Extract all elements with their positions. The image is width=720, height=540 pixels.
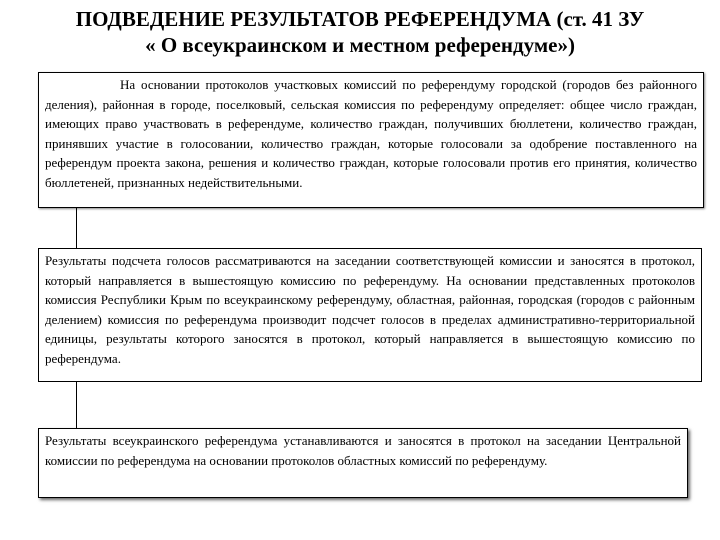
step-text-1: На основании протоколов участковых комиссий по референдуму городской (городов без районного деления), районная в городе, поселковый, сельская комиссия по референдуму определяет: общее число граждан, имеющих право участвовать в референдуме, количество граждан, получивших бюллетени, количество граждан, принявших участие в голосовании, количество граждан, которые голосовали за одобрение поставленного на референдум проекта закона, решения и количество граждан, которые голосовали против его принятия, количество бюллетеней, признанных недействительными.: [45, 77, 697, 190]
connector-line-1: [76, 208, 77, 248]
step-text-3: Результаты всеукраинского референдума устанавливаются и заносятся в протокол на заседании Центральной комиссии по референдума на основании протоколов областных комиссий по референдуму.: [45, 433, 681, 468]
page-title: [0, 6, 720, 58]
title-line-2: « О всеукраинском и местном референдуме»): [145, 33, 575, 57]
step-box-2: [38, 248, 702, 382]
step-text-2: Результаты подсчета голосов рассматриваются на заседании соответствующей комиссии и заносятся в протокол, который направляется в вышестоящую комиссию по референдуму. На основании представленных протоколов комиссия Республики Крым по всеукраинскому референдуму, областная, районная, городская (городов с районным делением) комиссия по референдума производит подсчет голосов в пределах административно-территориальной единицы, результаты которого заносятся в протокол, который направляется в вышестоящую комиссию по референдума.: [45, 253, 695, 366]
step-box-1: [38, 72, 704, 208]
title-line-1: ПОДВЕДЕНИЕ РЕЗУЛЬТАТОВ РЕФЕРЕНДУМА (ст. 41 ЗУ: [75, 7, 645, 31]
connector-line-2: [76, 382, 77, 428]
step-box-3: [38, 428, 688, 498]
